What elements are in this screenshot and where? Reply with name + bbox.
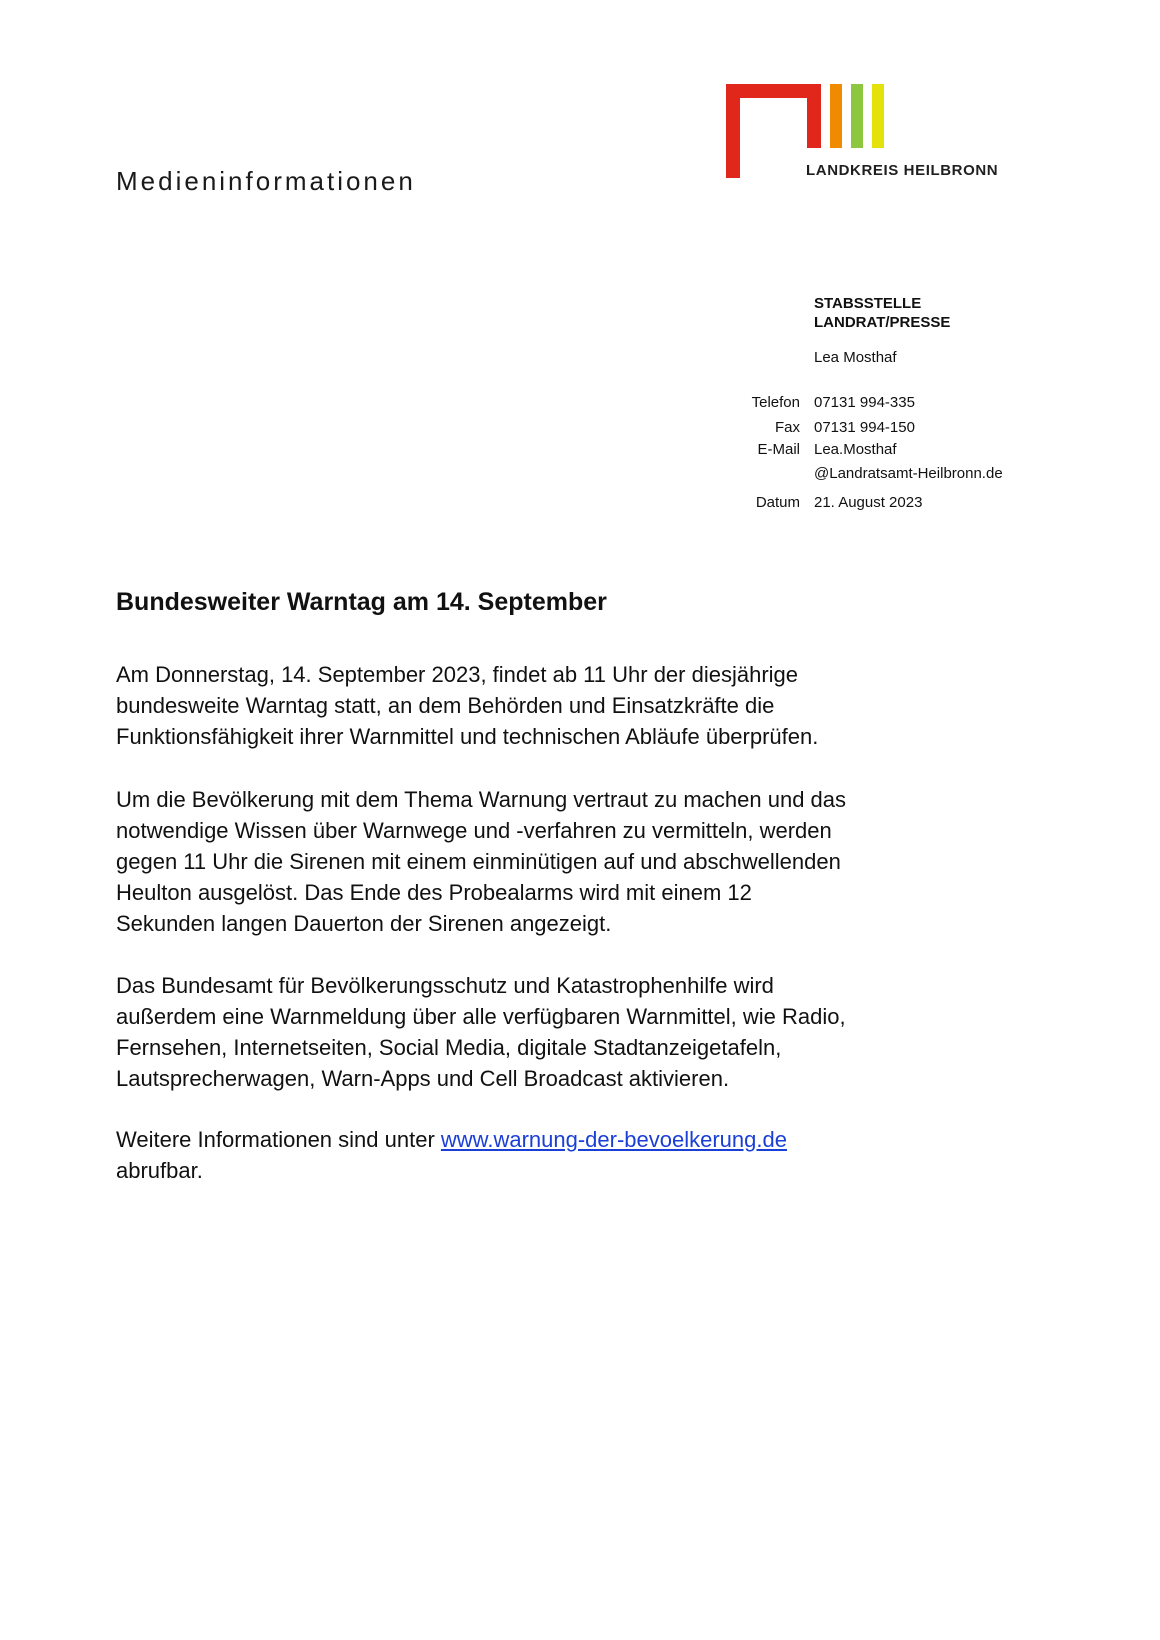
email-value-line-2[interactable]: @Landratsamt-Heilbronn.de [814,465,1003,482]
info-prefix: Weitere Informationen sind unter [116,1127,441,1152]
logo-bar-yellow [872,84,884,148]
logo-bar-orange [830,84,842,148]
logo-bar-green [851,84,863,148]
datum-label: Datum [755,494,800,511]
department-line-2: LANDRAT/PRESSE [814,314,951,331]
contact-name: Lea Mosthaf [814,349,897,366]
paragraph-line: Funktionsfähigkeit ihrer Warnmittel und technischen Abläufe überprüfen. [116,724,819,749]
paragraph-line: Heulton ausgelöst. Das Ende des Probealarms wird mit einem 12 [116,880,752,905]
fax-label: Fax [774,419,800,436]
logo-bar-red-top [726,84,821,98]
paragraph-3 [116,970,916,1094]
paragraph-line [116,1124,916,1155]
paragraph-1 [116,659,916,752]
telefon-label: Telefon [751,394,800,411]
paragraph-line: Fernsehen, Internetseiten, Social Media, digitale Stadtanzeigetafeln, [116,1035,782,1060]
paragraph-line: Am Donnerstag, 14. September 2023, findet ab 11 Uhr der diesjährige [116,662,798,687]
paragraph-line: notwendige Wissen über Warnwege und -verfahren zu vermitteln, werden [116,818,832,843]
fax-value: 07131 994-150 [814,419,915,436]
document-type-title: Medieninformationen [116,166,416,196]
paragraph-4 [116,1124,916,1186]
paragraph-line: Sekunden langen Dauerton der Sirenen angezeigt. [116,911,612,936]
warnung-link[interactable]: www.warnung-der-bevoelkerung.de [440,1127,787,1152]
logo-bar-red-left [726,84,740,178]
logo-bar-red-right [807,84,821,148]
headline: Bundesweiter Warntag am 14. September [116,588,607,616]
paragraph-line: Das Bundesamt für Bevölkerungsschutz und Katastrophenhilfe wird [116,973,774,998]
email-value-line-1[interactable]: Lea.Mosthaf [814,441,897,458]
paragraph-line: abrufbar. [116,1158,203,1183]
logo-text: LANDKREIS HEILBRONN [806,162,999,179]
department-line-1: STABSSTELLE [814,295,922,312]
department [814,294,950,332]
telefon-value: 07131 994-335 [814,394,915,411]
email-label: E-Mail [757,441,800,458]
paragraph-line: Um die Bevölkerung mit dem Thema Warnung vertraut zu machen und das [116,787,847,812]
paragraph-line: Lautsprecherwagen, Warn-Apps und Cell Broadcast aktivieren. [116,1066,730,1091]
datum-value: 21. August 2023 [814,494,923,511]
paragraph-line: außerdem eine Warnmeldung über alle verfügbaren Warnmittel, wie Radio, [116,1004,846,1029]
paragraph-line: bundesweite Warntag statt, an dem Behörden und Einsatzkräfte die [116,693,775,718]
paragraph-line: gegen 11 Uhr die Sirenen mit einem einminütigen auf und abschwellenden [116,849,841,874]
paragraph-2 [116,784,916,939]
